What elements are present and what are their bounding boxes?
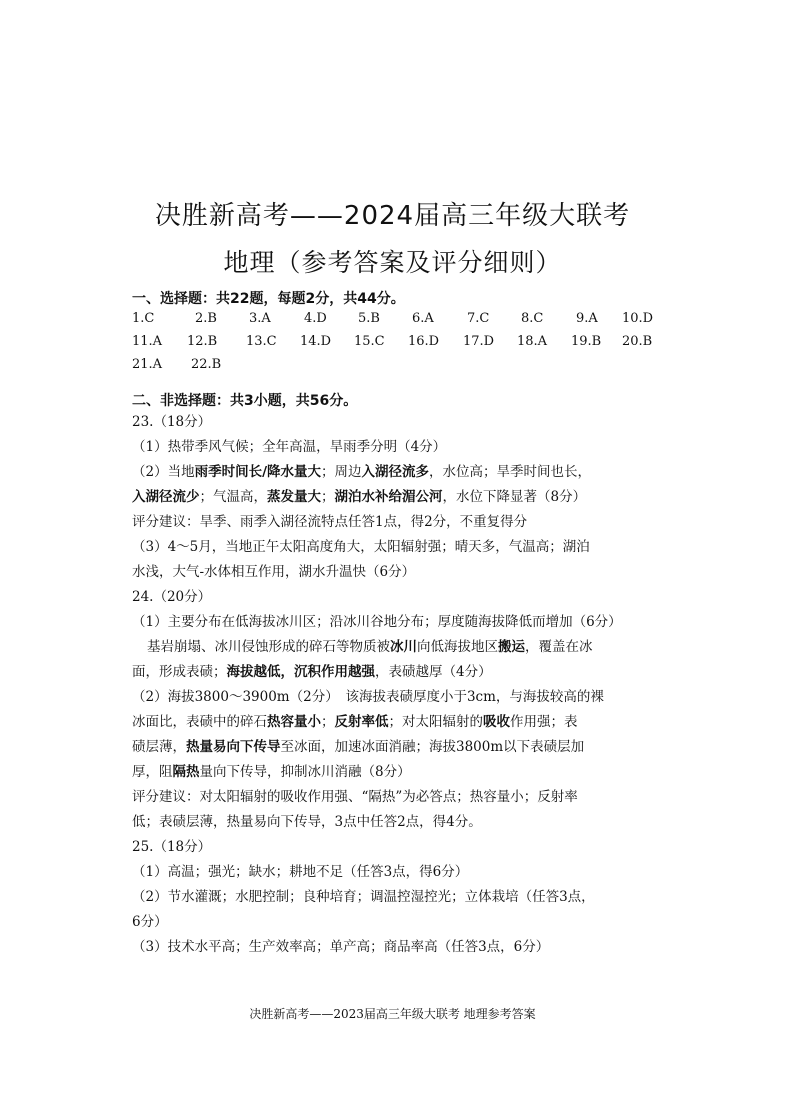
mc-answer: 10.D bbox=[622, 311, 654, 326]
q24-title: 24.（20分） bbox=[132, 589, 212, 605]
q23-answer-2-line1 bbox=[132, 463, 591, 481]
key-point: 搬运 bbox=[498, 639, 525, 655]
text: ，水位下降显著（8分） bbox=[442, 489, 587, 505]
mc-answer: 14.D bbox=[300, 334, 332, 349]
q25-answer-3: （3）技术水平高；生产效率高；单产高；商品率高（任答3点，6分） bbox=[132, 939, 550, 955]
text: 向低海拔地区 bbox=[417, 639, 498, 655]
q25-answer-2-line1: （2）节水灌溉；水肥控制；良种培育；调温控湿控光；立体栽培（任答3点， bbox=[132, 889, 595, 905]
text: ，覆盖在冰 bbox=[525, 639, 593, 655]
mc-answer: 11.A bbox=[132, 334, 163, 349]
q24-scoring-advice-line2: 低；表碛层薄，热量易向下传导，3点中任答2点，得4分。 bbox=[132, 814, 482, 830]
mc-answer: 1.C bbox=[132, 311, 155, 326]
key-point: 雨季时间长/降水量大 bbox=[194, 464, 322, 480]
text: 至冰面，加速冰面消融；海拔3800m以下表碛层加 bbox=[280, 739, 585, 755]
key-point: 入湖径流多 bbox=[361, 464, 430, 480]
q25-answer-2-line2: 6分） bbox=[132, 914, 168, 930]
mc-answer: 17.D bbox=[463, 334, 495, 349]
mc-answer: 13.C bbox=[246, 334, 277, 349]
key-point: 冰川 bbox=[390, 639, 417, 655]
q23-answer-3-line1: （3）4～5月，当地正午太阳高度角大，太阳辐射强；晴天多，气温高；湖泊 bbox=[132, 539, 590, 555]
key-point: 热量易向下传导 bbox=[186, 739, 281, 755]
q24-answer-2-line3 bbox=[132, 738, 584, 756]
text: ；气温高， bbox=[199, 489, 267, 505]
section1-heading: 一、选择题：共22题，每题2分，共44分。 bbox=[132, 291, 405, 307]
q24-answer-1-line2 bbox=[147, 638, 593, 656]
mc-answer: 15.C bbox=[354, 334, 385, 349]
key-point: 湖泊水补给湄公河 bbox=[334, 489, 443, 505]
text: 碛层薄， bbox=[132, 739, 186, 755]
text: （2）当地 bbox=[132, 464, 195, 480]
text: ；周边 bbox=[321, 464, 362, 480]
q23-answer-1: （1）热带季风气候；全年高温，旱雨季分明（4分） bbox=[132, 439, 447, 455]
text: ； bbox=[321, 714, 335, 730]
key-point: 入湖径流少 bbox=[132, 489, 200, 505]
text: ，水位高；旱季时间也长， bbox=[429, 464, 592, 480]
text: 厚，阻 bbox=[132, 764, 173, 780]
mc-answer: 21.A bbox=[132, 357, 163, 372]
page-title: 决胜新高考——2024届高三年级大联考 bbox=[154, 201, 631, 231]
q23-answer-2-line2 bbox=[132, 488, 586, 506]
text: 作用强；表 bbox=[510, 714, 578, 730]
mc-answer: 2.B bbox=[195, 311, 217, 326]
key-point: 海拔越低，沉积作用越强 bbox=[226, 664, 375, 680]
mc-answer: 22.B bbox=[191, 357, 222, 372]
q24-scoring-advice-line1: 评分建议：对太阳辐射的吸收作用强、“隔热”为必答点；热容量小；反射率 bbox=[132, 789, 578, 805]
section2-heading: 二、非选择题：共3小题，共56分。 bbox=[132, 393, 358, 409]
text: 基岩崩塌、冰川侵蚀形成的碎石等物质被 bbox=[147, 639, 390, 655]
mc-answer: 3.A bbox=[249, 311, 271, 326]
page-footer: 决胜新高考——2023届高三年级大联考 地理参考答案 bbox=[249, 1007, 536, 1021]
mc-answer: 19.B bbox=[571, 334, 602, 349]
mc-answer: 9.A bbox=[576, 311, 598, 326]
text: 量向下传导，抑制冰川消融（8分） bbox=[199, 764, 411, 780]
mc-answer: 6.A bbox=[412, 311, 434, 326]
q23-scoring-advice: 评分建议：旱季、雨季入湖径流特点任答1点，得2分，不重复得分 bbox=[132, 514, 528, 530]
page-subtitle: 地理（参考答案及评分细则） bbox=[223, 248, 562, 277]
q24-answer-2-line2 bbox=[132, 713, 578, 731]
mc-answer: 18.A bbox=[517, 334, 548, 349]
key-point: 吸收 bbox=[483, 714, 510, 730]
q24-answer-2-line1: （2）海拔3800～3900m（2分） 该海拔表碛厚度小于3cm，与海拔较高的裸 bbox=[132, 689, 604, 705]
key-point: 隔热 bbox=[172, 764, 200, 780]
q25-answer-1: （1）高温；强光；缺水；耕地不足（任答3点，得6分） bbox=[132, 864, 469, 880]
text: ，表碛越厚（4分） bbox=[375, 664, 492, 680]
text: 冰面比，表碛中的碎石 bbox=[132, 714, 267, 730]
mc-answer: 8.C bbox=[521, 311, 544, 326]
text: ； bbox=[321, 489, 335, 505]
text: 面，形成表碛； bbox=[132, 664, 227, 680]
q24-answer-2-line4 bbox=[132, 763, 411, 781]
q24-answer-1-line1: （1）主要分布在低海拔冰川区；沿冰川谷地分布；厚度随海拔降低而增加（6分） bbox=[132, 614, 622, 630]
mc-answer: 4.D bbox=[304, 311, 327, 326]
key-point: 蒸发量大 bbox=[267, 489, 321, 505]
text: ；对太阳辐射的 bbox=[388, 714, 483, 730]
mc-answer: 5.B bbox=[358, 311, 380, 326]
q25-title: 25.（18分） bbox=[132, 839, 212, 855]
q23-title: 23.（18分） bbox=[132, 414, 212, 430]
q24-answer-1-line3 bbox=[132, 663, 492, 681]
q23-answer-3-line2: 水浅，大气-水体相互作用，湖水升温快（6分） bbox=[132, 564, 416, 580]
key-point: 反射率低 bbox=[334, 714, 389, 730]
mc-answer: 20.B bbox=[622, 334, 653, 349]
mc-answer: 16.D bbox=[408, 334, 440, 349]
mc-answer: 7.C bbox=[467, 311, 490, 326]
mc-answer: 12.B bbox=[187, 334, 218, 349]
key-point: 热容量小 bbox=[267, 714, 321, 730]
